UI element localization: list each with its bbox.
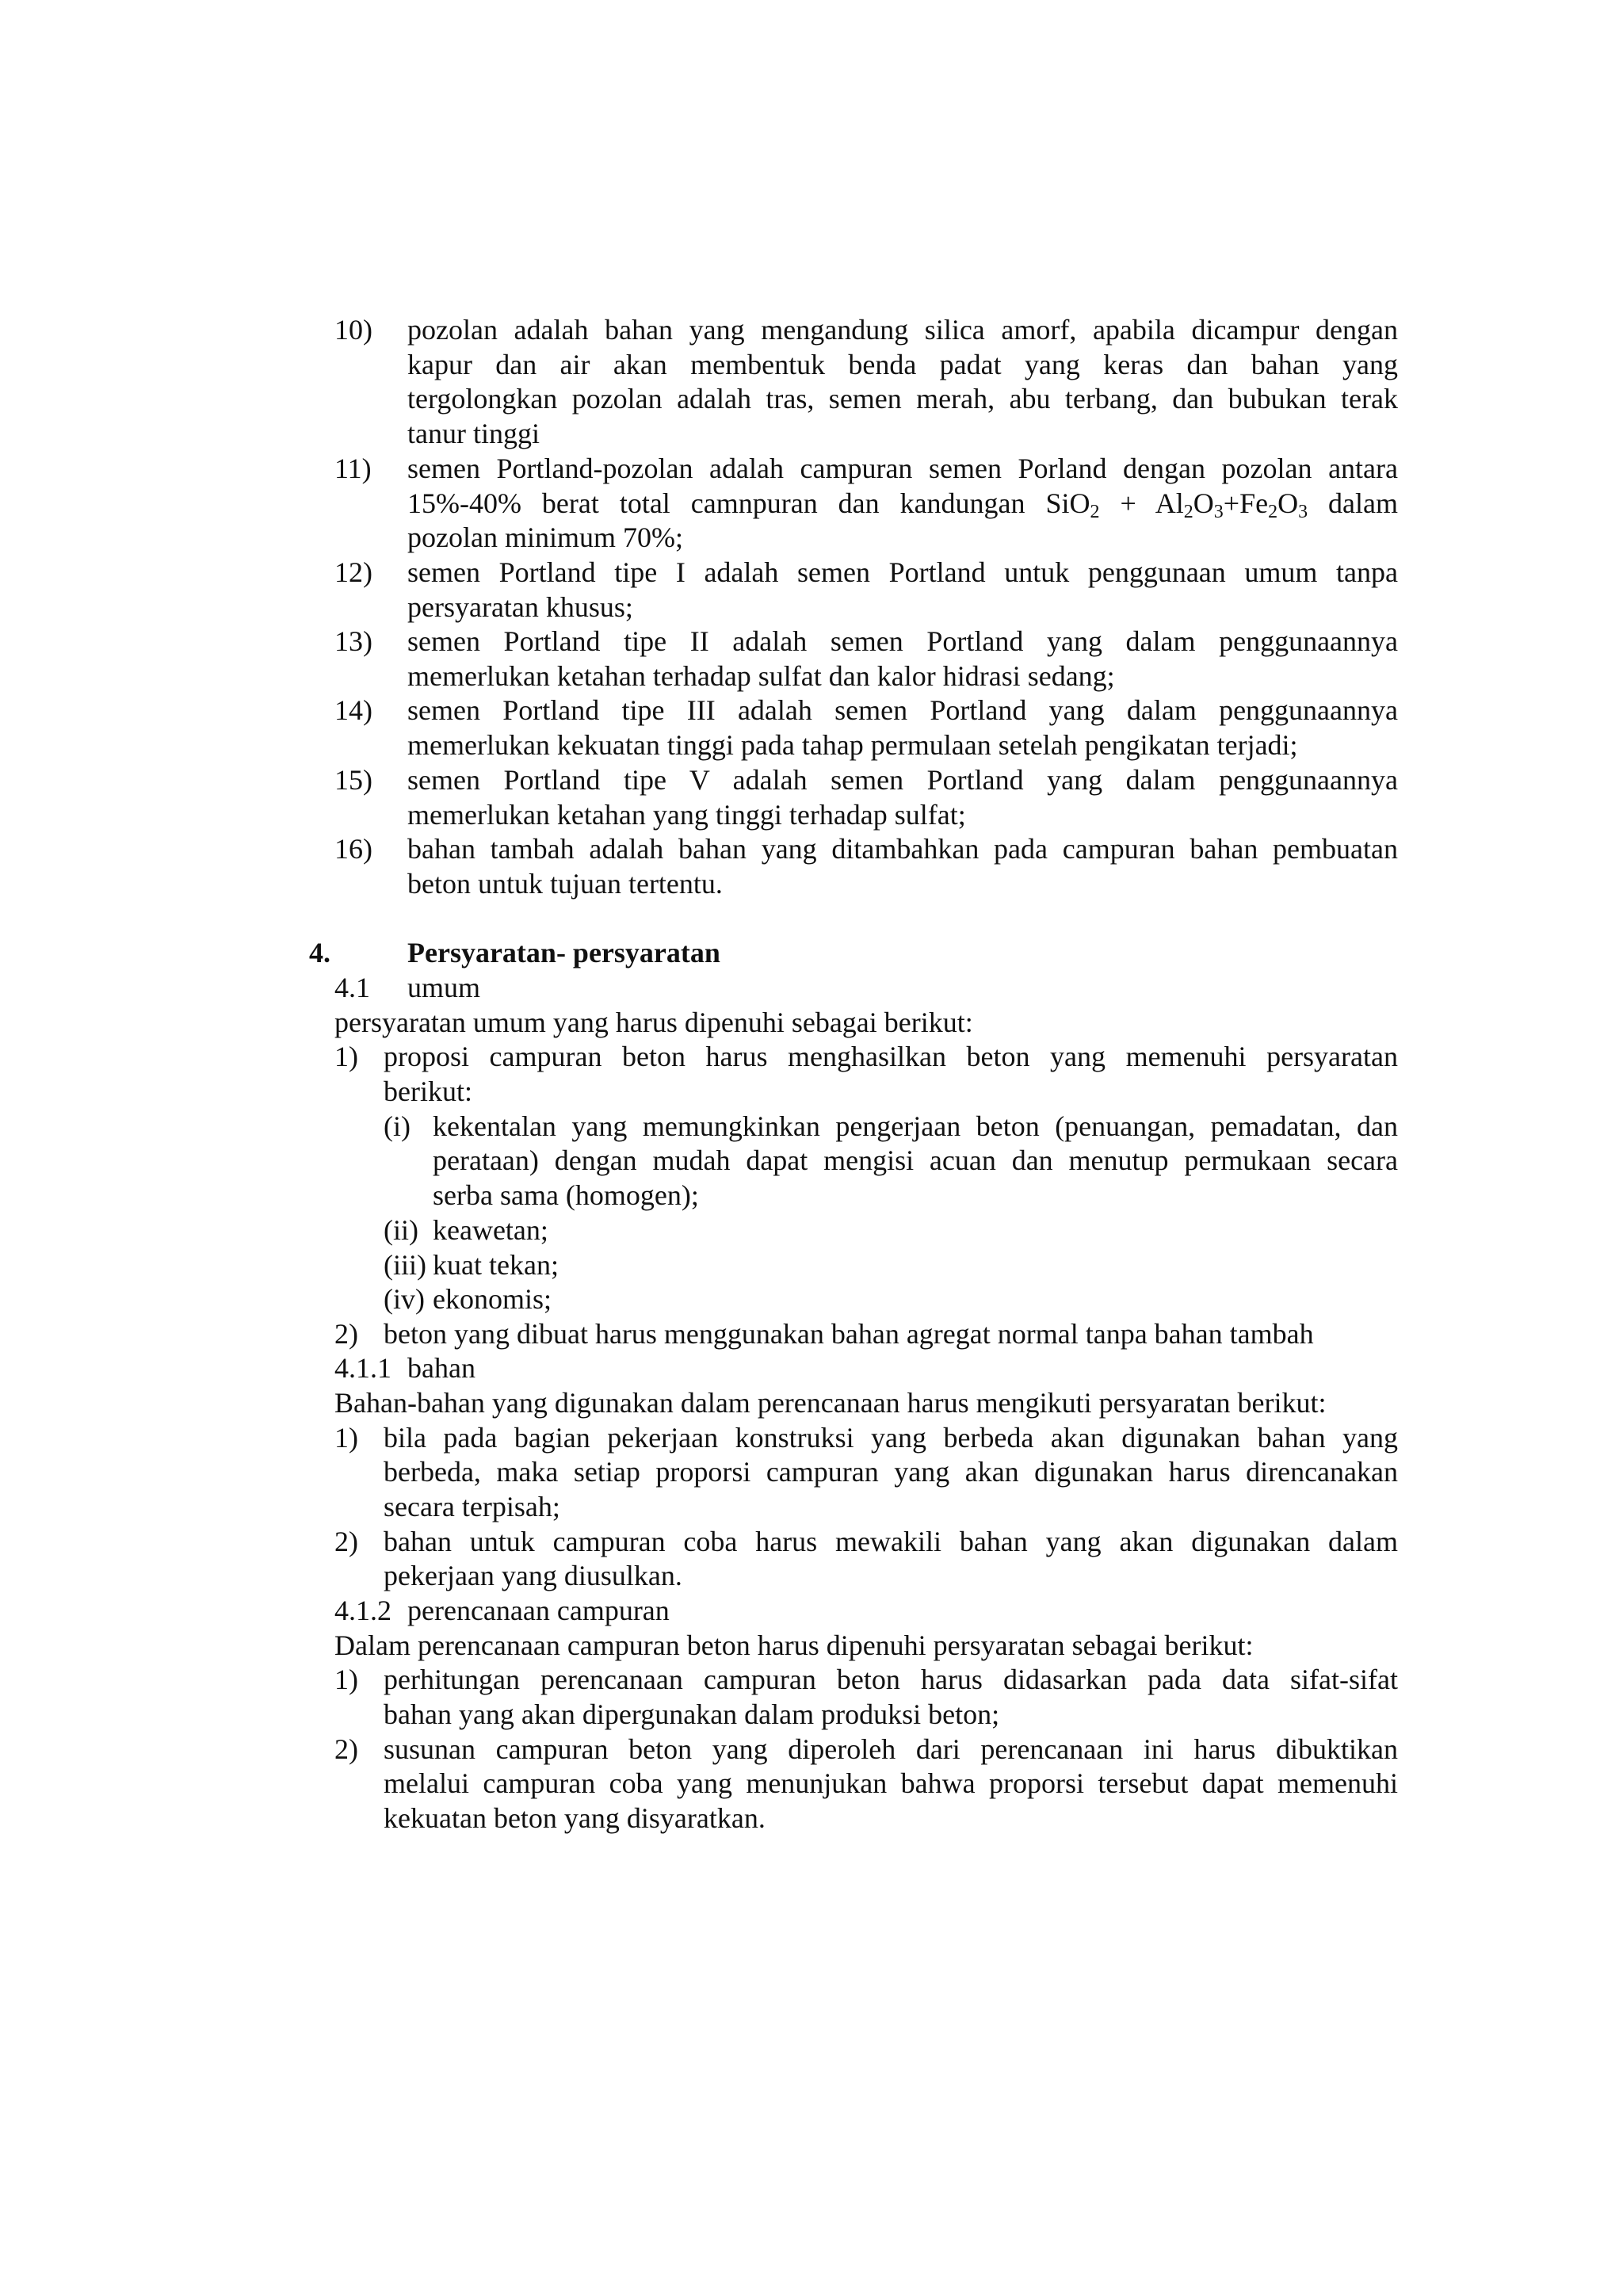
paragraph: Dalam perencanaan campuran beton harus dipenuhi persyaratan sebagai berikut: [334,1629,1254,1661]
list-item-line: keawetan; [433,1214,548,1246]
list-item-number: 1) [334,1664,358,1695]
subsection-title: perencanaan campuran [407,1595,670,1626]
list-item-number: 16) [334,833,372,865]
roman-number: (iv) [384,1283,425,1315]
list-item-line: proposi campuran beton harus menghasilkan beton yang memenuhi persyaratan [384,1041,1398,1072]
subsection-number: 4.1 [334,972,370,1003]
list-item-line: beton yang dibuat harus menggunakan bahan agregat normal tanpa bahan tambah [384,1318,1314,1350]
list-item-line: perhitungan perencanaan campuran beton harus didasarkan pada data sifat-sifat [384,1664,1398,1695]
list-item-number: 2) [334,1318,358,1350]
list-item-number: 10) [334,314,372,346]
list-item-line: kuat tekan; [433,1249,559,1281]
list-item-number: 14) [334,694,372,726]
list-item-line: semen Portland tipe II adalah semen Portland yang dalam penggunaannya [407,625,1398,657]
list-item-number: 1) [334,1422,358,1454]
list-item-number: 2) [334,1526,358,1557]
list-item-line: bila pada bagian pekerjaan konstruksi yang berbeda akan digunakan bahan yang [384,1422,1398,1454]
list-item-line: ekonomis; [433,1283,552,1315]
list-item-line: kapur dan air akan membentuk benda padat yang keras dan bahan yang [407,349,1398,380]
list-item-line: kekentalan yang memungkinkan pengerjaan beton (penuangan, pemadatan, dan [433,1110,1398,1142]
list-item-number: 1) [334,1041,358,1072]
list-item-line: tanur tinggi [407,418,540,449]
subsection-number: 4.1.1 [334,1352,391,1384]
list-item-line: memerlukan ketahan terhadap sulfat dan kalor hidrasi sedang; [407,660,1115,692]
list-item-line: tergolongkan pozolan adalah tras, semen merah, abu terbang, dan bubukan terak [407,383,1398,415]
formula-line: 15%-40% berat total camnpuran dan kandungan $SiO_2 + Al_2O_3+Fe_2O_3$ dalam [407,487,1398,522]
subsection-title: umum [407,972,481,1003]
list-item-number: 12) [334,556,372,588]
list-item-line: semen Portland tipe I adalah semen Portland untuk penggunaan umum tanpa [407,556,1398,588]
list-item-line: semen Portland tipe III adalah semen Portland yang dalam penggunaannya [407,694,1398,726]
list-item-number: 15) [334,764,372,796]
list-item-line: serba sama (homogen); [433,1179,699,1211]
list-item-line: bahan tambah adalah bahan yang ditambahkan pada campuran bahan pembuatan [407,833,1398,865]
section-number: 4. [309,937,330,968]
list-item-line: semen Portland tipe V adalah semen Portland yang dalam penggunaannya [407,764,1398,796]
list-item-line: secara terpisah; [384,1491,560,1522]
list-item-line: persyaratan khusus; [407,591,633,623]
paragraph: persyaratan umum yang harus dipenuhi sebagai berikut: [334,1007,973,1038]
list-item-line: bahan untuk campuran coba harus mewakili bahan yang akan digunakan dalam [384,1526,1398,1557]
list-item-line: memerlukan ketahan yang tinggi terhadap sulfat; [407,799,966,831]
list-item-line: memerlukan kekuatan tinggi pada tahap permulaan setelah pengikatan terjadi; [407,729,1298,761]
list-item-line: berbeda, maka setiap proporsi campuran yang akan digunakan harus direncanakan [384,1456,1398,1488]
subsection-title: bahan [407,1352,475,1384]
list-item-line: pekerjaan yang diusulkan. [384,1560,682,1591]
roman-number: (i) [384,1110,411,1142]
list-item-line: pozolan minimum 70%; [407,521,683,553]
list-item-line: semen Portland-pozolan adalah campuran semen Porland dengan pozolan antara [407,453,1398,484]
roman-number: (iii) [384,1249,426,1281]
list-item-line: pozolan adalah bahan yang mengandung silica amorf, apabila dicampur dengan [407,314,1398,346]
list-item-number: 2) [334,1733,358,1765]
list-item-line: berikut: [384,1075,472,1107]
list-item-line: melalui campuran coba yang menunjukan bahwa proporsi tersebut dapat memenuhi [384,1767,1398,1799]
section-title: Persyaratan- persyaratan [407,937,720,968]
list-item-line: susunan campuran beton yang diperoleh dari perencanaan ini harus dibuktikan [384,1733,1398,1765]
list-item-number: 13) [334,625,372,657]
list-item-number: 11) [334,453,372,484]
subsection-number: 4.1.2 [334,1595,391,1626]
roman-number: (ii) [384,1214,418,1246]
list-item-line: perataan) dengan mudah dapat mengisi acuan dan menutup permukaan secara [433,1144,1398,1176]
paragraph: Bahan-bahan yang digunakan dalam perencanaan harus mengikuti persyaratan berikut: [334,1387,1327,1419]
list-item-line: bahan yang akan dipergunakan dalam produksi beton; [384,1698,1000,1730]
list-item-line: beton untuk tujuan tertentu. [407,868,723,900]
list-item-line: kekuatan beton yang disyaratkan. [384,1802,766,1834]
